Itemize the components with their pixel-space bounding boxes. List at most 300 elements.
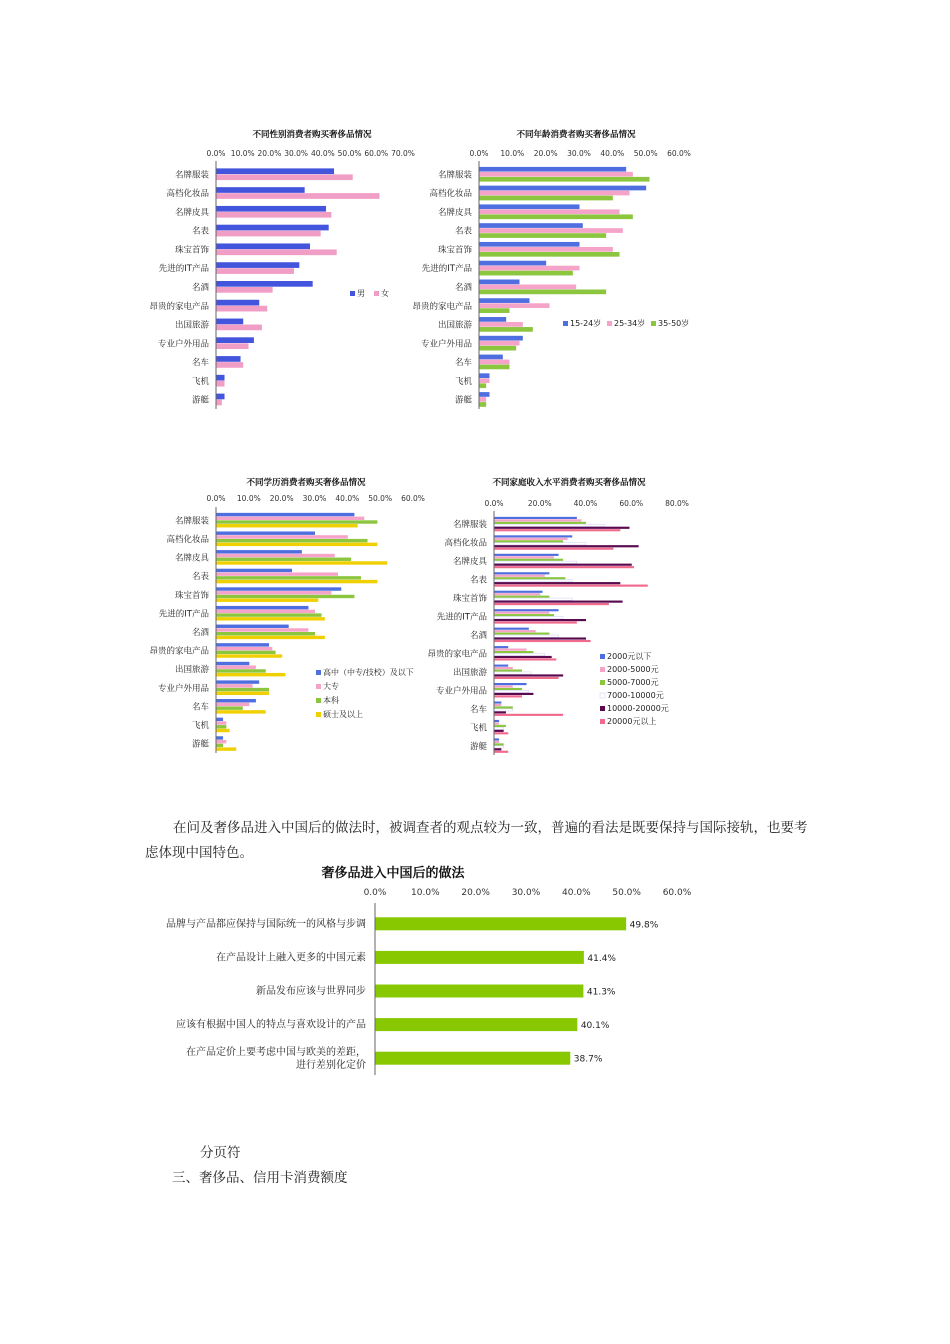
bar	[480, 191, 630, 196]
legend-label: 女	[381, 289, 389, 298]
tick-label: 80.0%	[665, 499, 689, 508]
bar	[217, 281, 313, 287]
bar	[480, 308, 510, 313]
legend-label: 2000-5000元	[607, 665, 659, 674]
category-label: 名车	[191, 358, 209, 369]
bar	[217, 643, 270, 646]
category-label: 飞机	[191, 721, 209, 732]
bar	[495, 690, 529, 692]
bar	[217, 725, 227, 728]
data-label: 41.3%	[586, 987, 616, 998]
bar	[217, 736, 224, 739]
category-label: 先进的IT产品	[436, 612, 487, 623]
tick-label: 50.0%	[368, 494, 393, 503]
tick-label: 50.0%	[633, 149, 658, 158]
bar	[480, 266, 580, 271]
tick-label: 10.0%	[500, 149, 525, 158]
bar	[217, 400, 222, 406]
bar	[495, 730, 504, 732]
category-label: 在产品设计上融入更多的中国元素	[216, 952, 366, 964]
data-label: 38.7%	[573, 1054, 603, 1065]
category-label: 名车	[454, 358, 472, 369]
bar	[480, 402, 487, 407]
legend-label: 5000-7000元	[607, 678, 659, 687]
legend-swatch	[563, 321, 568, 326]
tick-label: 20.0%	[533, 149, 558, 158]
bar	[495, 612, 550, 614]
bar	[217, 628, 309, 631]
bar	[217, 625, 289, 628]
bar	[217, 636, 325, 639]
category-label: 专业户外用品	[435, 686, 487, 697]
bar	[217, 325, 262, 331]
bar	[495, 538, 568, 540]
bar	[495, 658, 557, 660]
bar	[495, 695, 522, 697]
tick-label: 20.0%	[257, 149, 282, 158]
category-label: 名表	[454, 226, 472, 237]
bar	[495, 617, 564, 619]
bar	[480, 365, 510, 370]
bar	[495, 577, 566, 579]
bar	[495, 630, 536, 632]
bar	[495, 711, 506, 713]
bar	[480, 209, 620, 214]
bar	[217, 580, 378, 583]
bar	[217, 268, 294, 274]
bar	[495, 566, 635, 568]
tick-label: 70.0%	[391, 149, 415, 158]
bar	[495, 688, 522, 690]
category-label: 新品发布应该与世界同步	[256, 986, 366, 997]
bar	[217, 718, 224, 721]
legend-swatch	[600, 719, 605, 724]
bar	[217, 647, 273, 650]
bar	[480, 247, 613, 252]
category-label: 珠宝首饰	[452, 594, 487, 605]
legend-swatch	[600, 706, 605, 711]
legend-label: 2000元以下	[607, 652, 652, 661]
bar	[480, 378, 490, 383]
bar	[495, 635, 559, 637]
bar	[217, 706, 243, 709]
category-label: 昂贵的家电产品	[412, 301, 472, 312]
bar	[495, 709, 513, 711]
bar	[495, 748, 502, 750]
bar	[480, 397, 487, 402]
tick-label: 30.0%	[567, 149, 591, 158]
bar	[495, 637, 587, 639]
category-label: 名酒	[454, 283, 472, 293]
bar	[217, 543, 378, 546]
bar	[495, 669, 522, 671]
bar	[480, 172, 633, 177]
data-label: 41.4%	[587, 953, 616, 964]
bar	[495, 693, 534, 695]
category-label: 名表	[191, 572, 209, 583]
bar	[495, 609, 559, 611]
tick-label: 40.0%	[562, 888, 591, 898]
category-label: 名牌服装	[174, 170, 209, 181]
category-label: 专业户外用品	[157, 683, 209, 694]
bar	[495, 593, 541, 595]
bar	[217, 306, 268, 312]
bar	[480, 196, 613, 201]
tick-label: 30.0%	[284, 149, 309, 158]
category-label: 出国旅游	[452, 667, 487, 678]
category-label: 珠宝首饰	[437, 245, 472, 256]
bar	[217, 243, 311, 249]
category-label: 专业户外用品	[420, 339, 472, 350]
bar	[495, 653, 545, 655]
category-label: 专业户外用品	[157, 339, 209, 350]
tick-label: 50.0%	[337, 149, 362, 158]
bar	[217, 595, 355, 598]
legend-label: 7000-10000元	[607, 691, 664, 700]
bar	[480, 233, 607, 238]
category-label: 飞机	[469, 723, 487, 734]
bar	[376, 1018, 578, 1031]
bar	[217, 168, 335, 174]
bar	[480, 341, 520, 346]
tick-label: 0.0%	[206, 149, 226, 158]
tick-label: 60.0%	[667, 149, 691, 158]
bar	[495, 522, 587, 524]
bar	[217, 193, 380, 199]
tick-label: 0.0%	[206, 494, 226, 503]
bar	[495, 596, 550, 598]
tick-label: 60.0%	[401, 494, 425, 503]
bar	[495, 556, 554, 558]
legend-label: 25-34岁	[614, 319, 646, 328]
bar	[495, 598, 573, 600]
bar	[217, 740, 227, 743]
bar	[217, 394, 225, 400]
bar	[217, 651, 276, 654]
bar	[480, 336, 523, 341]
bar	[480, 261, 547, 266]
chart-title: 不同家庭收入水平消费者购买奢侈品情况	[492, 478, 646, 488]
tick-label: 60.0%	[364, 149, 389, 158]
bar	[495, 714, 564, 716]
bar	[495, 614, 554, 616]
bar	[217, 680, 260, 683]
bar	[495, 582, 621, 584]
bar	[495, 564, 632, 566]
bar	[217, 591, 332, 594]
bar	[495, 548, 614, 550]
bar	[480, 317, 507, 322]
bar	[480, 290, 607, 295]
bar	[217, 666, 256, 669]
bar	[480, 303, 550, 308]
chart-3	[149, 477, 424, 753]
bar	[217, 569, 293, 572]
bar	[480, 346, 517, 351]
bar	[495, 701, 502, 703]
bar	[495, 601, 623, 603]
category-label: 游艇	[454, 395, 472, 406]
legend-label: 15-24岁	[570, 319, 602, 328]
bar	[495, 656, 552, 658]
chart-2	[412, 129, 690, 409]
category-label: 珠宝首饰	[174, 590, 209, 601]
category-label: 名牌皮具	[174, 207, 209, 218]
chart-4	[427, 477, 688, 755]
bar	[217, 572, 338, 575]
category-label: 先进的IT产品	[158, 609, 209, 620]
data-label: 49.8%	[629, 920, 659, 931]
tick-label: 20.0%	[269, 494, 294, 503]
bar	[480, 177, 650, 182]
bar	[217, 662, 250, 665]
legend-swatch	[600, 680, 605, 685]
tick-label: 60.0%	[619, 499, 644, 508]
bar	[217, 692, 270, 695]
bar	[217, 669, 266, 672]
legend-swatch	[374, 291, 379, 296]
bar	[217, 262, 300, 268]
category-label: 出国旅游	[437, 320, 472, 331]
category-label: 游艇	[191, 395, 209, 406]
bar	[376, 917, 627, 930]
bar	[217, 249, 337, 255]
bar	[217, 610, 316, 613]
category-label: 高档化妆品	[429, 189, 472, 200]
legend-label: 硕士及以上	[323, 710, 363, 719]
bar	[495, 540, 564, 542]
bar	[495, 572, 550, 574]
bar	[495, 685, 513, 687]
legend-swatch	[316, 712, 321, 717]
bar	[217, 684, 253, 687]
category-label: 游艇	[469, 741, 487, 752]
tick-label: 30.0%	[302, 494, 327, 503]
bar	[495, 529, 621, 531]
bar	[217, 517, 365, 520]
category-label: 名牌皮具	[174, 553, 209, 564]
category-label: 名酒	[191, 628, 209, 638]
bar	[217, 617, 325, 620]
bar	[376, 1052, 571, 1065]
category-label: 品牌与产品都应保持与国际统一的风格与步调	[166, 918, 366, 930]
bar	[480, 322, 523, 327]
bar	[495, 640, 591, 642]
legend-swatch	[607, 321, 612, 326]
category-label: 名牌服装	[437, 170, 472, 181]
bar	[495, 585, 648, 587]
bar	[495, 646, 509, 648]
legend-swatch	[600, 654, 605, 659]
bar	[480, 167, 627, 172]
chart-title: 不同年龄消费者购买奢侈品情况	[516, 130, 636, 140]
data-label: 40.1%	[580, 1021, 610, 1032]
bar	[217, 362, 244, 368]
bar	[495, 677, 559, 679]
bar	[495, 554, 559, 556]
tick-label: 20.0%	[461, 888, 490, 898]
bar	[217, 558, 352, 561]
bar	[217, 206, 327, 212]
category-label: 高档化妆品	[166, 534, 209, 545]
category-label: 昂贵的家电产品	[149, 301, 209, 312]
tick-label: 20.0%	[527, 499, 552, 508]
bar	[495, 545, 639, 547]
legend-label: 本科	[323, 696, 339, 705]
category-label: 飞机	[454, 376, 472, 387]
bar	[495, 738, 500, 740]
bar	[217, 613, 322, 616]
category-label: 名车	[469, 704, 487, 715]
chart-title: 不同性别消费者购买奢侈品情况	[252, 130, 372, 140]
section-title: 三、奢侈品、信用卡消费额度	[172, 1170, 348, 1186]
bar	[217, 554, 335, 557]
bar	[480, 360, 510, 365]
bar	[495, 651, 534, 653]
bar	[495, 527, 630, 529]
tick-label: 0.0%	[363, 888, 387, 898]
bar	[217, 576, 361, 579]
bar	[217, 174, 353, 180]
bar	[495, 575, 545, 577]
category-label: 应该有根据中国人的特点与喜欢设计的产品	[176, 1019, 366, 1031]
category-label: 名酒	[469, 631, 487, 641]
bar	[495, 619, 587, 621]
category-label: 飞机	[191, 376, 209, 387]
bar	[217, 729, 230, 732]
bar	[217, 319, 244, 325]
chart-title: 不同学历消费者购买奢侈品情况	[246, 478, 366, 488]
chart-1	[149, 129, 414, 409]
bar	[495, 517, 577, 519]
legend-label: 高中（中专/技校）及以下	[323, 668, 414, 677]
bar	[217, 524, 358, 527]
bar	[495, 751, 509, 753]
category-label: 出国旅游	[174, 320, 209, 331]
bar	[495, 672, 532, 674]
bar	[217, 343, 249, 349]
category-label: 游艇	[191, 739, 209, 750]
bar	[217, 375, 225, 381]
bar	[495, 621, 577, 623]
bar	[217, 212, 332, 218]
legend-label: 大专	[323, 682, 339, 691]
legend-swatch	[651, 321, 656, 326]
category-label: 名酒	[191, 283, 209, 293]
legend-label: 10000-20000元	[607, 704, 669, 713]
bar	[495, 543, 587, 545]
bar	[217, 688, 270, 691]
bar	[480, 186, 647, 191]
bar	[480, 228, 623, 233]
tick-label: 0.0%	[484, 499, 504, 508]
bar	[480, 271, 573, 276]
bar	[495, 649, 527, 651]
legend-label: 20000元以上	[607, 717, 657, 726]
bar	[495, 674, 564, 676]
category-label: 名表	[469, 575, 487, 586]
legend-swatch	[350, 291, 355, 296]
bar	[217, 710, 266, 713]
bar	[480, 223, 583, 228]
bar	[480, 214, 633, 219]
category-label: 先进的IT产品	[421, 264, 472, 275]
bar	[495, 743, 504, 745]
bar	[480, 284, 577, 289]
category-label: 名牌皮具	[437, 207, 472, 218]
tick-label: 50.0%	[612, 888, 641, 898]
bar	[495, 561, 577, 563]
bar	[495, 706, 513, 708]
bar	[217, 561, 388, 564]
chart-5	[166, 865, 692, 1075]
category-label: 高档化妆品	[166, 189, 209, 200]
category-label: 在产品定价上要考虑中国与欧美的差距，进行差别化定价	[186, 1047, 366, 1072]
bar	[480, 373, 490, 378]
bar	[480, 252, 620, 257]
bar	[217, 721, 227, 724]
legend-swatch	[316, 698, 321, 703]
bar	[376, 951, 584, 964]
bar	[217, 632, 316, 635]
bar	[495, 722, 500, 724]
category-label: 珠宝首饰	[174, 245, 209, 256]
bar	[217, 356, 241, 362]
tick-label: 30.0%	[511, 888, 541, 898]
bar	[217, 673, 286, 676]
tick-label: 10.0%	[411, 888, 440, 898]
bar	[495, 683, 527, 685]
bar	[495, 720, 500, 722]
bar	[217, 287, 273, 293]
bar	[217, 225, 329, 231]
tick-label: 40.0%	[310, 149, 335, 158]
bar	[217, 747, 237, 750]
bar	[480, 327, 533, 332]
bar	[495, 665, 509, 667]
category-label: 名牌服装	[174, 516, 209, 527]
bar	[217, 300, 260, 306]
tick-label: 10.0%	[236, 494, 261, 503]
bar	[480, 204, 580, 209]
tick-label: 40.0%	[573, 499, 598, 508]
bar	[495, 741, 500, 743]
category-label: 高档化妆品	[444, 538, 487, 549]
bar	[217, 598, 319, 601]
bar	[217, 337, 254, 343]
bar	[217, 513, 355, 516]
bar	[217, 531, 316, 534]
bar	[217, 699, 256, 702]
bar	[217, 654, 283, 657]
bar	[217, 520, 378, 523]
bar	[217, 703, 250, 706]
chart-title: 奢侈品进入中国后的做法	[321, 866, 465, 881]
legend-swatch	[316, 670, 321, 675]
bar	[217, 550, 302, 553]
bar	[495, 591, 543, 593]
bar	[495, 732, 509, 734]
tick-label: 40.0%	[600, 149, 625, 158]
bar	[217, 381, 225, 387]
bar	[376, 985, 584, 998]
bar	[217, 744, 224, 747]
bar	[495, 746, 504, 748]
bar	[495, 725, 506, 727]
bar	[495, 628, 529, 630]
bar	[480, 298, 530, 303]
tick-label: 0.0%	[469, 149, 489, 158]
